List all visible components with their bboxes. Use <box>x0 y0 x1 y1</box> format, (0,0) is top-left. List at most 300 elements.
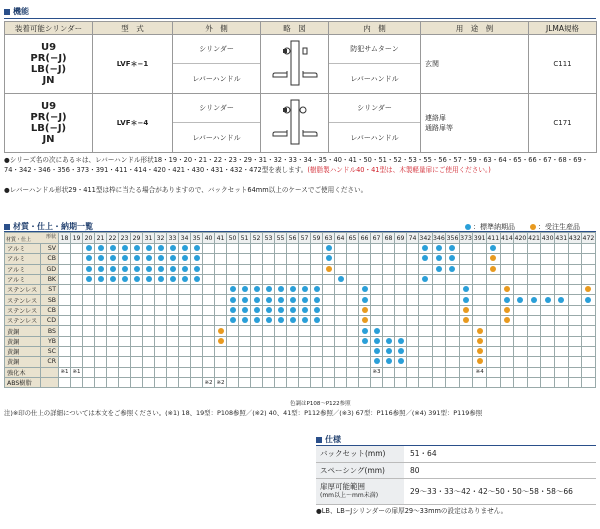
lever-lock-diagram-icon <box>265 96 325 148</box>
grid-cell <box>143 264 155 274</box>
grid-cell <box>71 305 83 315</box>
grid-cell <box>155 264 167 274</box>
grid-cell <box>155 326 167 336</box>
grid-cell <box>287 377 299 387</box>
standard-delivery-dot-icon <box>338 276 344 282</box>
standard-delivery-dot-icon <box>230 317 236 323</box>
grid-cell <box>203 316 215 326</box>
grid-cell <box>203 305 215 315</box>
grid-cell <box>514 336 528 346</box>
grid-cell <box>299 244 311 254</box>
standard-delivery-dot-icon <box>374 358 380 364</box>
grid-cell <box>119 285 131 295</box>
grid-cell <box>486 274 500 284</box>
made-to-order-dot-icon <box>218 338 224 344</box>
grid-cell <box>486 264 500 274</box>
grid-cell <box>191 336 203 346</box>
grid-cell <box>131 326 143 336</box>
grid-cell <box>568 295 582 305</box>
standard-delivery-dot-icon <box>374 348 380 354</box>
grid-cell <box>71 346 83 356</box>
standard-delivery-dot-icon <box>463 286 469 292</box>
grid-cell <box>473 295 487 305</box>
grid-cell <box>473 264 487 274</box>
grid-cell <box>251 295 263 305</box>
grid-cell <box>514 367 528 377</box>
made-to-order-dot-icon <box>477 358 483 364</box>
finish-code <box>41 367 59 377</box>
grid-cell <box>323 357 335 367</box>
grid-cell <box>500 346 514 356</box>
grid-cell <box>179 295 191 305</box>
grid-cell <box>459 367 473 377</box>
grid-cell <box>167 377 179 387</box>
grid-cell <box>568 264 582 274</box>
standard-delivery-dot-icon <box>98 255 104 261</box>
grid-cell <box>446 305 460 315</box>
legend-order: ：受注生産品 <box>530 222 580 232</box>
grid-cell <box>486 244 500 254</box>
shape-column-header: 40 <box>203 233 215 244</box>
grid-cell <box>287 305 299 315</box>
shape-column-header: 22 <box>107 233 119 244</box>
finish-code: ST <box>41 285 59 295</box>
grid-cell <box>500 264 514 274</box>
standard-delivery-dot-icon <box>386 348 392 354</box>
grid-cell <box>131 285 143 295</box>
grid-cell <box>527 264 541 274</box>
grid-cell <box>71 295 83 305</box>
standard-delivery-dot-icon <box>436 255 442 261</box>
grid-cell <box>227 244 239 254</box>
grid-cell <box>432 254 446 264</box>
grid-cell <box>541 285 555 295</box>
standard-delivery-dot-icon <box>134 245 140 251</box>
grid-cell <box>167 244 179 254</box>
grid-cell <box>215 254 227 264</box>
grid-cell <box>251 316 263 326</box>
standard-delivery-dot-icon <box>134 266 140 272</box>
grid-cell <box>335 336 347 346</box>
standard-delivery-dot-icon <box>194 255 200 261</box>
standard-delivery-dot-icon <box>254 307 260 313</box>
grid-cell <box>486 377 500 387</box>
grid-cell <box>311 274 323 284</box>
grid-cell <box>407 336 419 346</box>
standard-delivery-dot-icon <box>158 276 164 282</box>
grid-cell <box>323 264 335 274</box>
finish-code <box>41 377 59 387</box>
square-icon <box>316 437 322 443</box>
grid-cell <box>275 264 287 274</box>
grid-cell <box>251 274 263 284</box>
grid-cell <box>419 377 433 387</box>
grid-corner: 形状 材質・仕上 <box>5 233 59 244</box>
grid-cell <box>432 295 446 305</box>
grid-cell <box>419 316 433 326</box>
grid-cell <box>239 264 251 274</box>
standard-delivery-dot-icon <box>398 348 404 354</box>
grid-cell <box>95 336 107 346</box>
grid-cell <box>383 295 395 305</box>
grid-cell <box>311 377 323 387</box>
shape-column-header: 411 <box>487 234 500 242</box>
grid-cell <box>239 274 251 284</box>
grid-cell <box>239 377 251 387</box>
grid-cell <box>251 336 263 346</box>
grid-cell <box>179 254 191 264</box>
grid-cell <box>568 357 582 367</box>
shape-column-header: 56 <box>287 233 299 244</box>
grid-cell <box>131 254 143 264</box>
finish-code: CR <box>41 357 59 367</box>
grid-cell <box>395 346 407 356</box>
material-label: ステンレス <box>5 295 41 305</box>
grid-cell <box>95 285 107 295</box>
grid-cell <box>191 285 203 295</box>
standard-delivery-dot-icon <box>182 266 188 272</box>
grid-cell <box>263 316 275 326</box>
shape-column-header: 414 <box>500 234 513 242</box>
spec-row: スペーシング(mm) 80 <box>316 462 596 478</box>
grid-cell <box>347 336 359 346</box>
grid-cell <box>179 264 191 274</box>
grid-cell <box>459 244 473 254</box>
header-use: 用 途 例 <box>421 22 529 35</box>
grid-cell <box>407 295 419 305</box>
grid-cell <box>275 244 287 254</box>
grid-cell <box>95 367 107 377</box>
standard-delivery-dot-icon <box>449 266 455 272</box>
grid-cell <box>383 264 395 274</box>
grid-cell <box>486 295 500 305</box>
materials-grid <box>4 232 596 388</box>
shape-column-header: 23 <box>119 233 131 244</box>
grid-cell <box>500 295 514 305</box>
finish-note-mark: ※1 <box>71 367 83 377</box>
grid-cell <box>383 305 395 315</box>
standard-delivery-dot-icon <box>170 266 176 272</box>
grid-cell <box>143 346 155 356</box>
shape-column-header: 18 <box>59 233 71 244</box>
grid-cell <box>311 346 323 356</box>
grid-cell <box>500 285 514 295</box>
grid-cell <box>119 346 131 356</box>
finish-code: SC <box>41 346 59 356</box>
grid-cell <box>167 295 179 305</box>
grid-cell <box>71 316 83 326</box>
shape-column-header: 431 <box>555 234 568 242</box>
grid-cell <box>514 244 528 254</box>
grid-cell <box>514 295 528 305</box>
grid-cell <box>215 305 227 315</box>
grid-cell <box>287 326 299 336</box>
grid-cell <box>227 367 239 377</box>
grid-cell <box>407 254 419 264</box>
grid-cell <box>359 274 371 284</box>
grid-cell <box>554 357 568 367</box>
grid-cell <box>335 254 347 264</box>
grid-cell <box>107 357 119 367</box>
grid-cell <box>83 295 95 305</box>
grid-cell <box>251 357 263 367</box>
function-table <box>4 21 597 153</box>
grid-cell <box>371 285 383 295</box>
grid-cell <box>407 316 419 326</box>
grid-cell <box>227 357 239 367</box>
shape-column-header: 55 <box>275 233 287 244</box>
grid-cell <box>407 285 419 295</box>
grid-cell <box>59 316 71 326</box>
grid-cell <box>107 316 119 326</box>
grid-cell <box>59 357 71 367</box>
standard-delivery-dot-icon <box>266 297 272 303</box>
grid-cell <box>359 316 371 326</box>
header-diagram: 略 図 <box>261 22 329 35</box>
grid-cell <box>554 274 568 284</box>
grid-cell <box>143 326 155 336</box>
grid-cell <box>582 336 596 346</box>
grid-cell <box>527 316 541 326</box>
grid-cell <box>395 264 407 274</box>
grid-cell <box>143 274 155 284</box>
grid-cell <box>227 336 239 346</box>
grid-cell <box>167 264 179 274</box>
grid-cell <box>155 244 167 254</box>
material-row <box>5 285 596 295</box>
grid-cell <box>371 316 383 326</box>
grid-cell <box>107 367 119 377</box>
grid-cell <box>107 377 119 387</box>
shape-column-header: 32 <box>155 233 167 244</box>
grid-cell <box>395 295 407 305</box>
standard-delivery-dot-icon <box>449 255 455 261</box>
standard-delivery-dot-icon <box>362 286 368 292</box>
grid-cell <box>432 367 446 377</box>
lever-lock-diagram-icon <box>265 37 325 89</box>
grid-cell <box>239 295 251 305</box>
finish-code: SV <box>41 244 59 254</box>
grid-cell <box>486 305 500 315</box>
standard-delivery-dot-icon <box>266 286 272 292</box>
grid-cell <box>167 357 179 367</box>
grid-cell <box>359 244 371 254</box>
grid-cell <box>311 264 323 274</box>
standard-delivery-dot-icon <box>290 317 296 323</box>
grid-cell <box>131 346 143 356</box>
grid-cell <box>59 285 71 295</box>
grid-cell <box>71 254 83 264</box>
grid-cell <box>347 254 359 264</box>
grid-cell <box>383 357 395 367</box>
grid-cell <box>419 326 433 336</box>
grid-cell <box>191 316 203 326</box>
shape-column-header: 69 <box>395 233 407 244</box>
grid-cell <box>395 326 407 336</box>
grid-cell <box>143 305 155 315</box>
grid-cell <box>287 274 299 284</box>
grid-cell <box>371 357 383 367</box>
finish-code: CB <box>41 254 59 264</box>
grid-cell <box>203 244 215 254</box>
grid-cell <box>432 305 446 315</box>
grid-cell <box>59 326 71 336</box>
grid-cell <box>500 367 514 377</box>
grid-cell <box>167 285 179 295</box>
grid-cell <box>71 264 83 274</box>
grid-cell <box>107 295 119 305</box>
grid-cell <box>239 244 251 254</box>
grid-cell <box>59 295 71 305</box>
grid-cell <box>527 357 541 367</box>
grid-cell <box>275 346 287 356</box>
standard-delivery-dot-icon <box>98 266 104 272</box>
grid-cell <box>371 254 383 264</box>
grid-cell <box>407 346 419 356</box>
grid-cell <box>71 244 83 254</box>
grid-cell <box>143 357 155 367</box>
shape-column-header: 57 <box>299 233 311 244</box>
grid-cell <box>383 285 395 295</box>
grid-cell <box>347 264 359 274</box>
grid-cell <box>582 377 596 387</box>
standard-delivery-dot-icon <box>386 358 392 364</box>
standard-delivery-dot-icon <box>326 245 332 251</box>
grid-cell <box>446 377 460 387</box>
header-model: 型 式 <box>93 22 173 35</box>
grid-cell <box>582 326 596 336</box>
grid-cell <box>486 357 500 367</box>
spec-note: ●LB、LB−Jシリンダーの扉厚29〜33mmの設定はありません。 <box>316 507 508 515</box>
grid-cell <box>359 254 371 264</box>
grid-cell <box>179 326 191 336</box>
grid-cell <box>107 274 119 284</box>
header-cylinder: 装着可能シリンダー <box>5 22 93 35</box>
grid-cell <box>131 367 143 377</box>
standard-delivery-dot-icon <box>146 266 152 272</box>
grid-cell <box>155 295 167 305</box>
finish-code: YB <box>41 336 59 346</box>
grid-cell <box>191 326 203 336</box>
made-to-order-dot-icon <box>463 317 469 323</box>
grid-cell <box>167 254 179 264</box>
grid-cell <box>459 357 473 367</box>
grid-cell <box>383 336 395 346</box>
grid-cell <box>347 316 359 326</box>
grid-cell <box>167 316 179 326</box>
material-label: アルミ <box>5 244 41 254</box>
standard-delivery-dot-icon <box>110 255 116 261</box>
grid-cell <box>541 336 555 346</box>
grid-cell <box>554 305 568 315</box>
grid-cell <box>486 316 500 326</box>
grid-cell <box>287 295 299 305</box>
outer-top: シリンダー <box>173 35 260 64</box>
grid-cell <box>131 274 143 284</box>
grid-cell <box>119 244 131 254</box>
grid-cell <box>446 264 460 274</box>
grid-cell <box>486 285 500 295</box>
grid-cell <box>541 244 555 254</box>
grid-cell <box>347 377 359 387</box>
grid-cell <box>83 336 95 346</box>
grid-cell <box>119 326 131 336</box>
grid-cell <box>251 285 263 295</box>
grid-cell <box>514 254 528 264</box>
header-jlma: JLMA規格 <box>529 22 597 35</box>
material-label: ステンレス <box>5 305 41 315</box>
standard-delivery-dot-icon <box>436 245 442 251</box>
grid-cell <box>514 357 528 367</box>
standard-delivery-dot-icon <box>146 245 152 251</box>
material-label: 黄銅 <box>5 357 41 367</box>
outer-bottom: レバーハンドル <box>192 133 241 142</box>
grid-cell <box>371 295 383 305</box>
standard-delivery-dot-icon <box>314 286 320 292</box>
shape-column-header: 472 <box>582 234 595 242</box>
grid-cell <box>263 336 275 346</box>
grid-cell <box>287 346 299 356</box>
grid-cell <box>568 244 582 254</box>
grid-cell <box>71 336 83 346</box>
grid-cell <box>59 336 71 346</box>
grid-cell <box>527 377 541 387</box>
grid-cell <box>143 244 155 254</box>
grid-cell <box>263 326 275 336</box>
standard-delivery-dot-icon <box>110 245 116 251</box>
grid-cell <box>179 244 191 254</box>
grid-cell <box>203 295 215 305</box>
standard-delivery-dot-icon <box>302 286 308 292</box>
material-label: 黄銅 <box>5 336 41 346</box>
standard-delivery-dot-icon <box>230 286 236 292</box>
grid-cell <box>203 336 215 346</box>
grid-cell <box>514 305 528 315</box>
grid-cell <box>287 336 299 346</box>
grid-cell <box>227 305 239 315</box>
grid-cell <box>95 264 107 274</box>
made-to-order-dot-icon <box>362 307 368 313</box>
grid-cell <box>287 244 299 254</box>
grid-cell <box>95 377 107 387</box>
grid-cell <box>155 377 167 387</box>
grid-cell <box>251 264 263 274</box>
grid-cell <box>541 264 555 274</box>
grid-cell <box>119 367 131 377</box>
grid-cell <box>359 367 371 377</box>
grid-cell <box>83 244 95 254</box>
grid-cell <box>473 336 487 346</box>
standard-delivery-dot-icon <box>558 297 564 303</box>
grid-cell <box>299 336 311 346</box>
grid-cell <box>371 326 383 336</box>
made-to-order-dot-icon <box>326 266 332 272</box>
grid-cell <box>335 357 347 367</box>
grid-cell <box>227 316 239 326</box>
grid-cell <box>275 316 287 326</box>
standard-delivery-dot-icon <box>182 245 188 251</box>
standard-delivery-dot-icon <box>170 276 176 282</box>
grid-cell <box>323 305 335 315</box>
grid-cell <box>407 244 419 254</box>
grid-cell <box>459 285 473 295</box>
grid-cell <box>131 316 143 326</box>
standard-delivery-dot-icon <box>254 317 260 323</box>
grid-cell <box>251 367 263 377</box>
grid-cell <box>203 346 215 356</box>
finish-code: CB <box>41 305 59 315</box>
grid-cell <box>459 346 473 356</box>
